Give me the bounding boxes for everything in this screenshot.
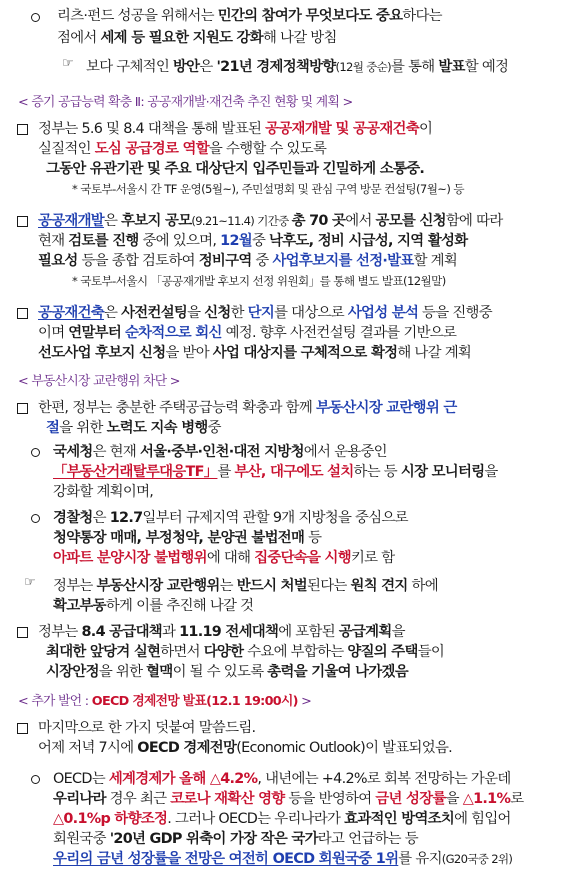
text-line: 우리나라 경우 최근 코로나 재확산 영향 등을 반영하여 금년 성장률을 △1.1%로 (53, 791, 524, 807)
text-line: 최대한 앞당겨 실현하면서 다양한 수요에 부합하는 양질의 주택들이 (46, 644, 445, 660)
square-bullet-icon (17, 627, 28, 638)
text-line: 시장안정을 위한 혈맥이 될 수 있도록 총력을 기울여 나가겠음 (46, 664, 408, 680)
text-line: 확고부동하게 이를 추진해 나갈 것 (53, 598, 254, 614)
text-line: 리츠·펀드 성공을 위해서는 민간의 참여가 무엇보다도 중요하다는 (57, 8, 442, 24)
text-line: 마지막으로 한 가지 덧붙여 말씀드림. (38, 720, 256, 736)
text-line: 정부는 부동산시장 교란행위는 반드시 처벌된다는 원칙 견지 하에 (53, 578, 438, 594)
text-line: 실질적인 도심 공급경로 역할을 수행할 수 있도록 (38, 141, 327, 157)
text-line: 현재 검토를 진행 중에 있으며, 12월중 낙후도, 정비 시급성, 지역 활성화 (38, 233, 468, 249)
circle-bullet-icon (31, 13, 40, 22)
text-line: 「부동산거래탈루대응TF」를 부산, 대구에도 설치하는 등 시장 모니터링을 (53, 464, 498, 480)
text-line: 그동안 유관기관 및 주요 대상단지 입주민들과 긴밀하게 소통중. (46, 161, 425, 177)
text-line: 보다 구체적인 방안은 '21년 경제정책방향(12월 중순)를 통해 발표할 예정 (86, 59, 509, 75)
text-line: 한편, 정부는 충분한 주택공급능력 확충과 함께 부동산시장 교란행위 근 (38, 400, 457, 416)
section-title: < 추가 발언 : OECD 경제전망 발표(12.1 19:00시) > (18, 694, 312, 709)
circle-bullet-icon (31, 775, 40, 784)
square-bullet-icon (17, 124, 28, 135)
circle-bullet-icon (31, 514, 40, 523)
footnote: * 국토부-서울시 「공공재개발 후보지 선정 위원회」를 통해 별도 발표(12월말) (72, 274, 446, 288)
text-line: 점에서 세제 등 필요한 지원도 강화해 나갈 방침 (57, 30, 337, 46)
text-line: 국세청은 현재 서울·중부·인천·대전 지방청에서 운용중인 (53, 444, 387, 460)
footnote: * 국토부-서울시 간 TF 운영(5월~), 주민설명회 및 관심 구역 방문 컨설팅(7월~) 등 (72, 182, 465, 196)
text-line: 필요성 등을 종합 검토하여 정비구역 중 사업후보지를 선정·발표할 계획 (38, 253, 458, 269)
text-line: 청약통장 매매, 부정청약, 분양권 불법전매 등 (53, 530, 322, 546)
text-line: 아파트 분양시장 불법행위에 대해 집중단속을 시행키로 함 (53, 550, 395, 566)
section-title: < 부동산시장 교란행위 차단 > (18, 374, 180, 389)
circle-bullet-icon (31, 448, 40, 457)
pointing-hand-icon: ☞ (24, 575, 35, 590)
text-line: 이며 연말부터 순차적으로 회신 예정. 향후 사전컨설팅 결과를 기반으로 (38, 325, 457, 341)
square-bullet-icon (17, 723, 28, 734)
text-line: 공공재개발은 후보지 공모(9.21~11.4) 기간중 총 70 곳에서 공모를 신청함에 따라 (38, 213, 503, 229)
text-line: 정부는 8.4 공급대책과 11.19 전세대책에 포함된 공급계획을 (38, 624, 405, 640)
text-line: 선도사업 후보지 신청을 받아 사업 대상지를 구체적으로 확정해 나갈 계획 (38, 345, 472, 361)
square-bullet-icon (17, 216, 28, 227)
text-line: 절을 위한 노력도 지속 병행중 (46, 420, 221, 436)
text-line: 어제 저녁 7시에 OECD 경제전망(Economic Outlook)이 발표되었음. (38, 740, 453, 756)
pointing-hand-icon: ☞ (62, 56, 73, 71)
text-line: OECD는 세계경제가 올해 △4.2%, 내년에는 +4.2%로 회복 전망하는 가운데 (53, 771, 511, 787)
section-title: < 증기 공급능력 확충 Ⅱ: 공공재개발·재건축 추진 현황 및 계획 > (18, 95, 353, 110)
square-bullet-icon (17, 403, 28, 414)
text-line: 경찰청은 12.7일부터 규제지역 관할 9개 지방청을 중심으로 (53, 510, 408, 526)
text-line: 정부는 5.6 및 8.4 대책을 통해 발표된 공공재개발 및 공공재건축이 (38, 121, 433, 137)
text-line: 강화할 계획이며, (53, 484, 154, 500)
text-line: △0.1%p 하향조정. 그러나 OECD는 우리나라가 효과적인 방역조치에 힘입어 (53, 811, 511, 827)
text-line: 공공재건축은 사전컨설팅을 신청한 단지를 대상으로 사업성 분석 등을 진행중 (38, 305, 492, 321)
square-bullet-icon (17, 308, 28, 319)
text-line: 회원국중 '20년 GDP 위축이 가장 작은 국가라고 언급하는 등 (53, 831, 418, 847)
text-line: 우리의 금년 성장률을 전망은 여전히 OECD 회원국중 1위를 유지(G20국중 2위) (53, 851, 513, 867)
